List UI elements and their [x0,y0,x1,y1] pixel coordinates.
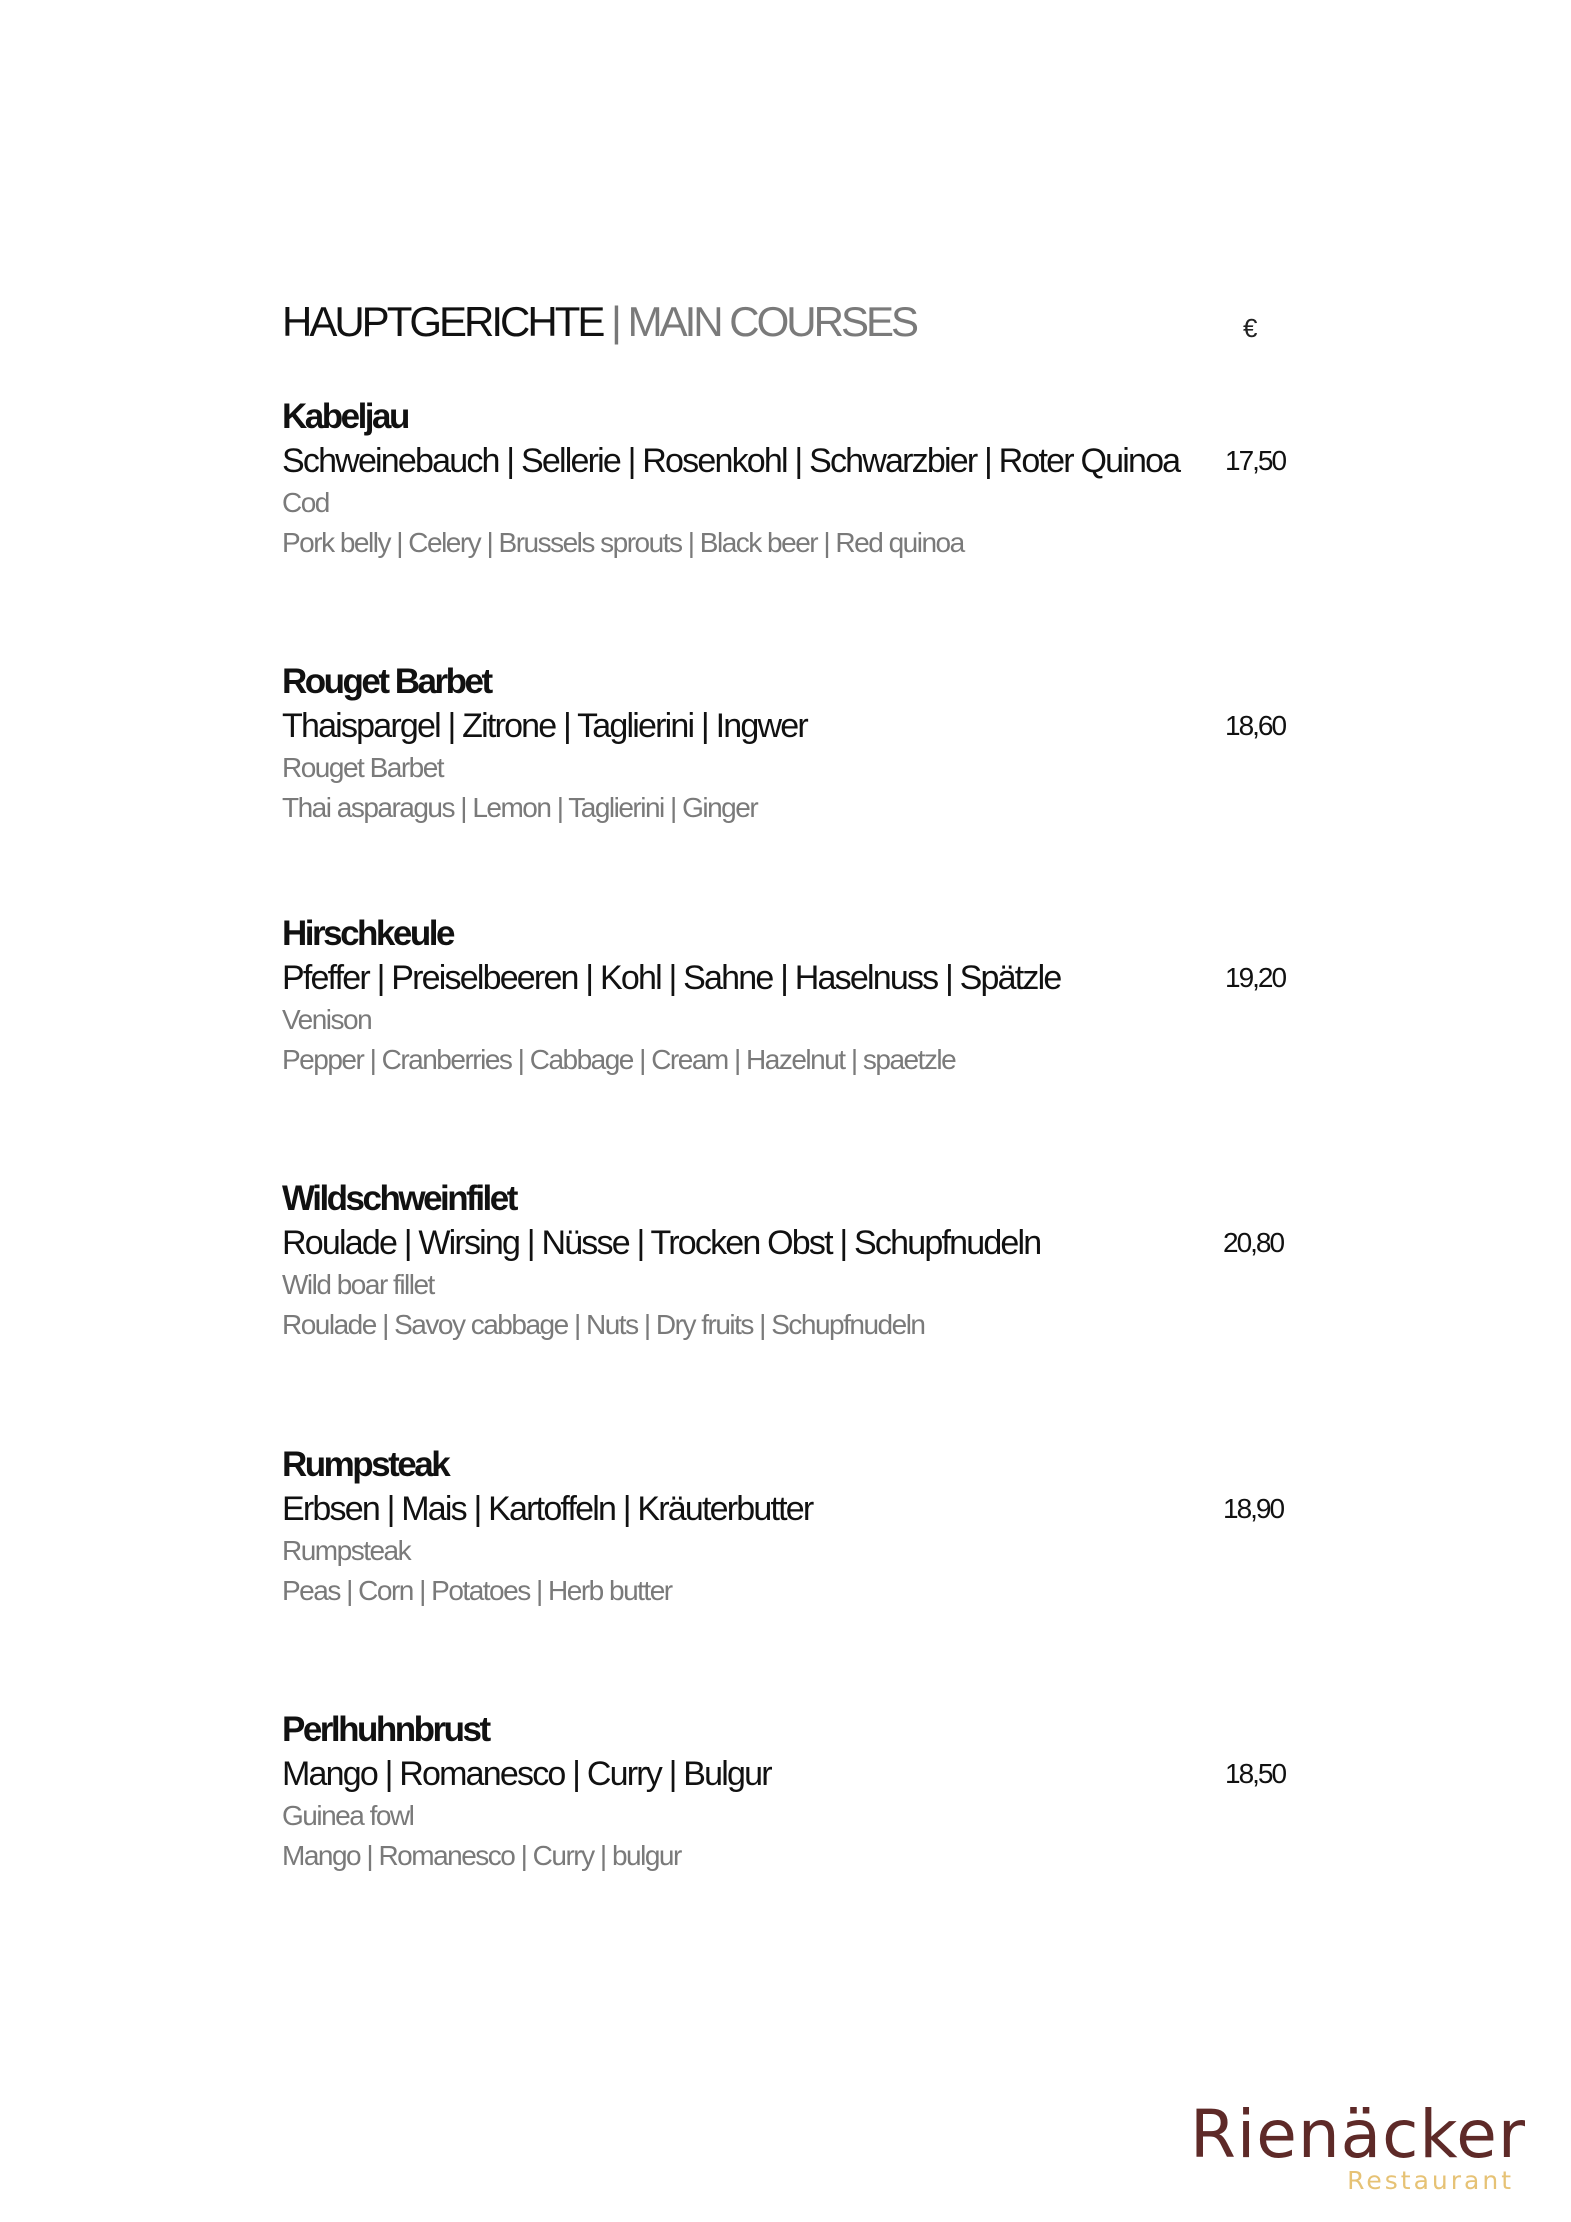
dish-description-english: Roulade | Savoy cabbage | Nuts | Dry fruits | Schupfnudeln [282,1309,925,1340]
title-separator: | [611,298,619,345]
dish-name: Rouget Barbet [282,662,491,701]
dish-price: 18,60 [1225,710,1286,741]
dish-description-english: Thai asparagus | Lemon | Taglierini | Ginger [282,792,758,823]
dish-price: 18,90 [1223,1493,1284,1524]
menu-item [282,1708,1332,1876]
restaurant-logo [1160,2096,1540,2200]
logo-subtitle: Restaurant [1347,2166,1514,2195]
dish-name: Hirschkeule [282,914,453,953]
title-german: HAUPTGERICHTE [282,298,603,345]
logo-brand: Rienäcker [1190,2096,1526,2173]
dish-description-english: Pork belly | Celery | Brussels sprouts | Black beer | Red quinoa [282,527,964,558]
dish-description-english: Mango | Romanesco | Curry | bulgur [282,1840,681,1871]
menu-item [282,1177,1332,1345]
dish-name-english: Rumpsteak [282,1535,411,1566]
dish-price: 18,50 [1225,1758,1286,1789]
dish-price: 19,20 [1225,962,1286,993]
dish-description: Schweinebauch | Sellerie | Rosenkohl | Schwarzbier | Roter Quinoa [282,442,1180,480]
dish-name: Perlhuhnbrust [282,1710,489,1749]
dish-name: Kabeljau [282,397,408,436]
dish-price: 20,80 [1223,1227,1284,1258]
dish-name-english: Cod [282,487,329,518]
dish-name: Wildschweinfilet [282,1179,516,1218]
dish-price: 17,50 [1225,445,1286,476]
dish-name-english: Wild boar fillet [282,1269,434,1300]
dish-description-english: Pepper | Cranberries | Cabbage | Cream | Hazelnut | spaetzle [282,1044,956,1075]
dish-name: Rumpsteak [282,1445,449,1484]
dish-name-english: Guinea fowl [282,1800,414,1831]
dish-description: Thaispargel | Zitrone | Taglierini | Ingwer [282,707,807,745]
dish-name-english: Venison [282,1004,372,1035]
menu-item [282,1443,1332,1611]
title-english: MAIN COURSES [627,298,916,345]
dish-description: Roulade | Wirsing | Nüsse | Trocken Obst | Schupfnudeln [282,1224,1041,1262]
menu-item [282,395,1332,563]
menu-item [282,912,1332,1080]
dish-description: Erbsen | Mais | Kartoffeln | Kräuterbutter [282,1490,813,1528]
menu-item [282,660,1332,828]
page-title [282,298,916,346]
dish-name-english: Rouget Barbet [282,752,444,783]
dish-description: Mango | Romanesco | Curry | Bulgur [282,1755,771,1793]
dish-description: Pfeffer | Preiselbeeren | Kohl | Sahne | Haselnuss | Spätzle [282,959,1061,997]
currency-symbol: € [1243,313,1258,343]
dish-description-english: Peas | Corn | Potatoes | Herb butter [282,1575,672,1606]
